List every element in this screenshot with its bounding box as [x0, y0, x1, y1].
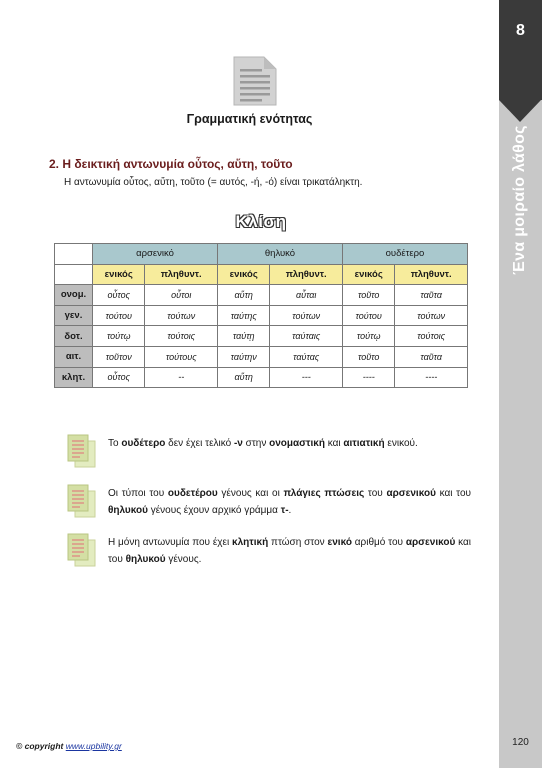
number-header-row [55, 264, 468, 285]
case-label: γεν. [55, 305, 93, 326]
table-cell: τούτοις [145, 326, 218, 347]
number-header: πληθυντ. [270, 264, 343, 285]
chapter-number: 8 [516, 22, 525, 39]
table-cell: ταῦτα [395, 346, 468, 367]
table-cell: τούτους [145, 346, 218, 367]
document-icon [232, 55, 278, 107]
gender-header: αρσενικό [93, 244, 218, 265]
declension-title: Κλίση [235, 212, 287, 231]
website-link[interactable]: www.upbility.gr [65, 741, 122, 751]
table-cell: ταύταις [270, 326, 343, 347]
number-header: ενικός [217, 264, 269, 285]
number-header: ενικός [342, 264, 394, 285]
table-cell: οὗτος [93, 285, 145, 306]
table-row [55, 346, 468, 367]
note-text: Οι τύποι του ουδετέρου γένους και οι πλάγιες πτώσεις του αρσενικού και του θηλυκού γένους έχουν αρχικό γράμμα τ-. [108, 488, 472, 516]
table-row [55, 367, 468, 388]
case-label: αιτ. [55, 346, 93, 367]
case-label: κλητ. [55, 367, 93, 388]
table-cell: ταύτης [217, 305, 269, 326]
declension-table [54, 243, 468, 388]
gender-header-row [55, 244, 468, 265]
table-cell: οὗτος [93, 367, 145, 388]
notes-icon [66, 532, 98, 568]
chapter-tab-arrow [499, 100, 541, 122]
copyright-text: © copyright [16, 741, 64, 751]
table-cell: τούτου [342, 305, 394, 326]
case-label: δοτ. [55, 326, 93, 347]
table-row [55, 285, 468, 306]
table-cell: --- [270, 367, 343, 388]
table-cell: ---- [395, 367, 468, 388]
notes-icon [66, 433, 98, 469]
table-cell: -- [145, 367, 218, 388]
table-cell: οὗτοι [145, 285, 218, 306]
table-cell: τούτων [145, 305, 218, 326]
table-cell: ---- [342, 367, 394, 388]
table-cell: τοῦτο [342, 346, 394, 367]
notes-icon [66, 483, 98, 519]
case-label: ονομ. [55, 285, 93, 306]
table-cell: αὕτη [217, 285, 269, 306]
table-cell: ταύτῃ [217, 326, 269, 347]
footer-copyright [16, 741, 122, 751]
table-cell: ταύτην [217, 346, 269, 367]
note-text: Η μόνη αντωνυμία που έχει κλητική πτώση στον ενικό αριθμό του αρσενικού και του θηλυκού γένους. [108, 537, 471, 565]
subsection-intro: Η αντωνυμία οὗτος, αὕτη, τοῦτο (= αυτός, -ή, -ό) είναι τρικατάληκτη. [64, 177, 363, 188]
table-cell: τούτῳ [342, 326, 394, 347]
table-cell: τούτοις [395, 326, 468, 347]
table-cell: αὕτη [217, 367, 269, 388]
corner-cell [55, 244, 93, 265]
table-row [55, 305, 468, 326]
chapter-sidebar [499, 0, 542, 768]
subsection-heading: 2. Η δεικτική αντωνυμία οὗτος, αὕτη, τοῦτο [49, 157, 293, 171]
table-cell: τοῦτον [93, 346, 145, 367]
table-cell: ταύτας [270, 346, 343, 367]
table-cell: τούτῳ [93, 326, 145, 347]
number-header: ενικός [93, 264, 145, 285]
table-cell: τούτων [270, 305, 343, 326]
gender-header: θηλυκό [217, 244, 342, 265]
chapter-title: Ένα μοιραίο λάθος [511, 125, 528, 275]
gender-header: ουδέτερο [342, 244, 467, 265]
chapter-tab [499, 0, 542, 100]
table-cell: τούτων [395, 305, 468, 326]
table-cell: αὗται [270, 285, 343, 306]
table-cell: ταῦτα [395, 285, 468, 306]
note-text: Το ουδέτερο δεν έχει τελικό -ν στην ονομαστική και αιτιατική ενικού. [108, 438, 418, 449]
number-header: πληθυντ. [145, 264, 218, 285]
page-number: 120 [512, 737, 529, 748]
corner-cell [55, 264, 93, 285]
number-header: πληθυντ. [395, 264, 468, 285]
table-cell: τοῦτο [342, 285, 394, 306]
table-row [55, 326, 468, 347]
section-title: Γραμματική ενότητας [186, 112, 313, 126]
table-cell: τούτου [93, 305, 145, 326]
